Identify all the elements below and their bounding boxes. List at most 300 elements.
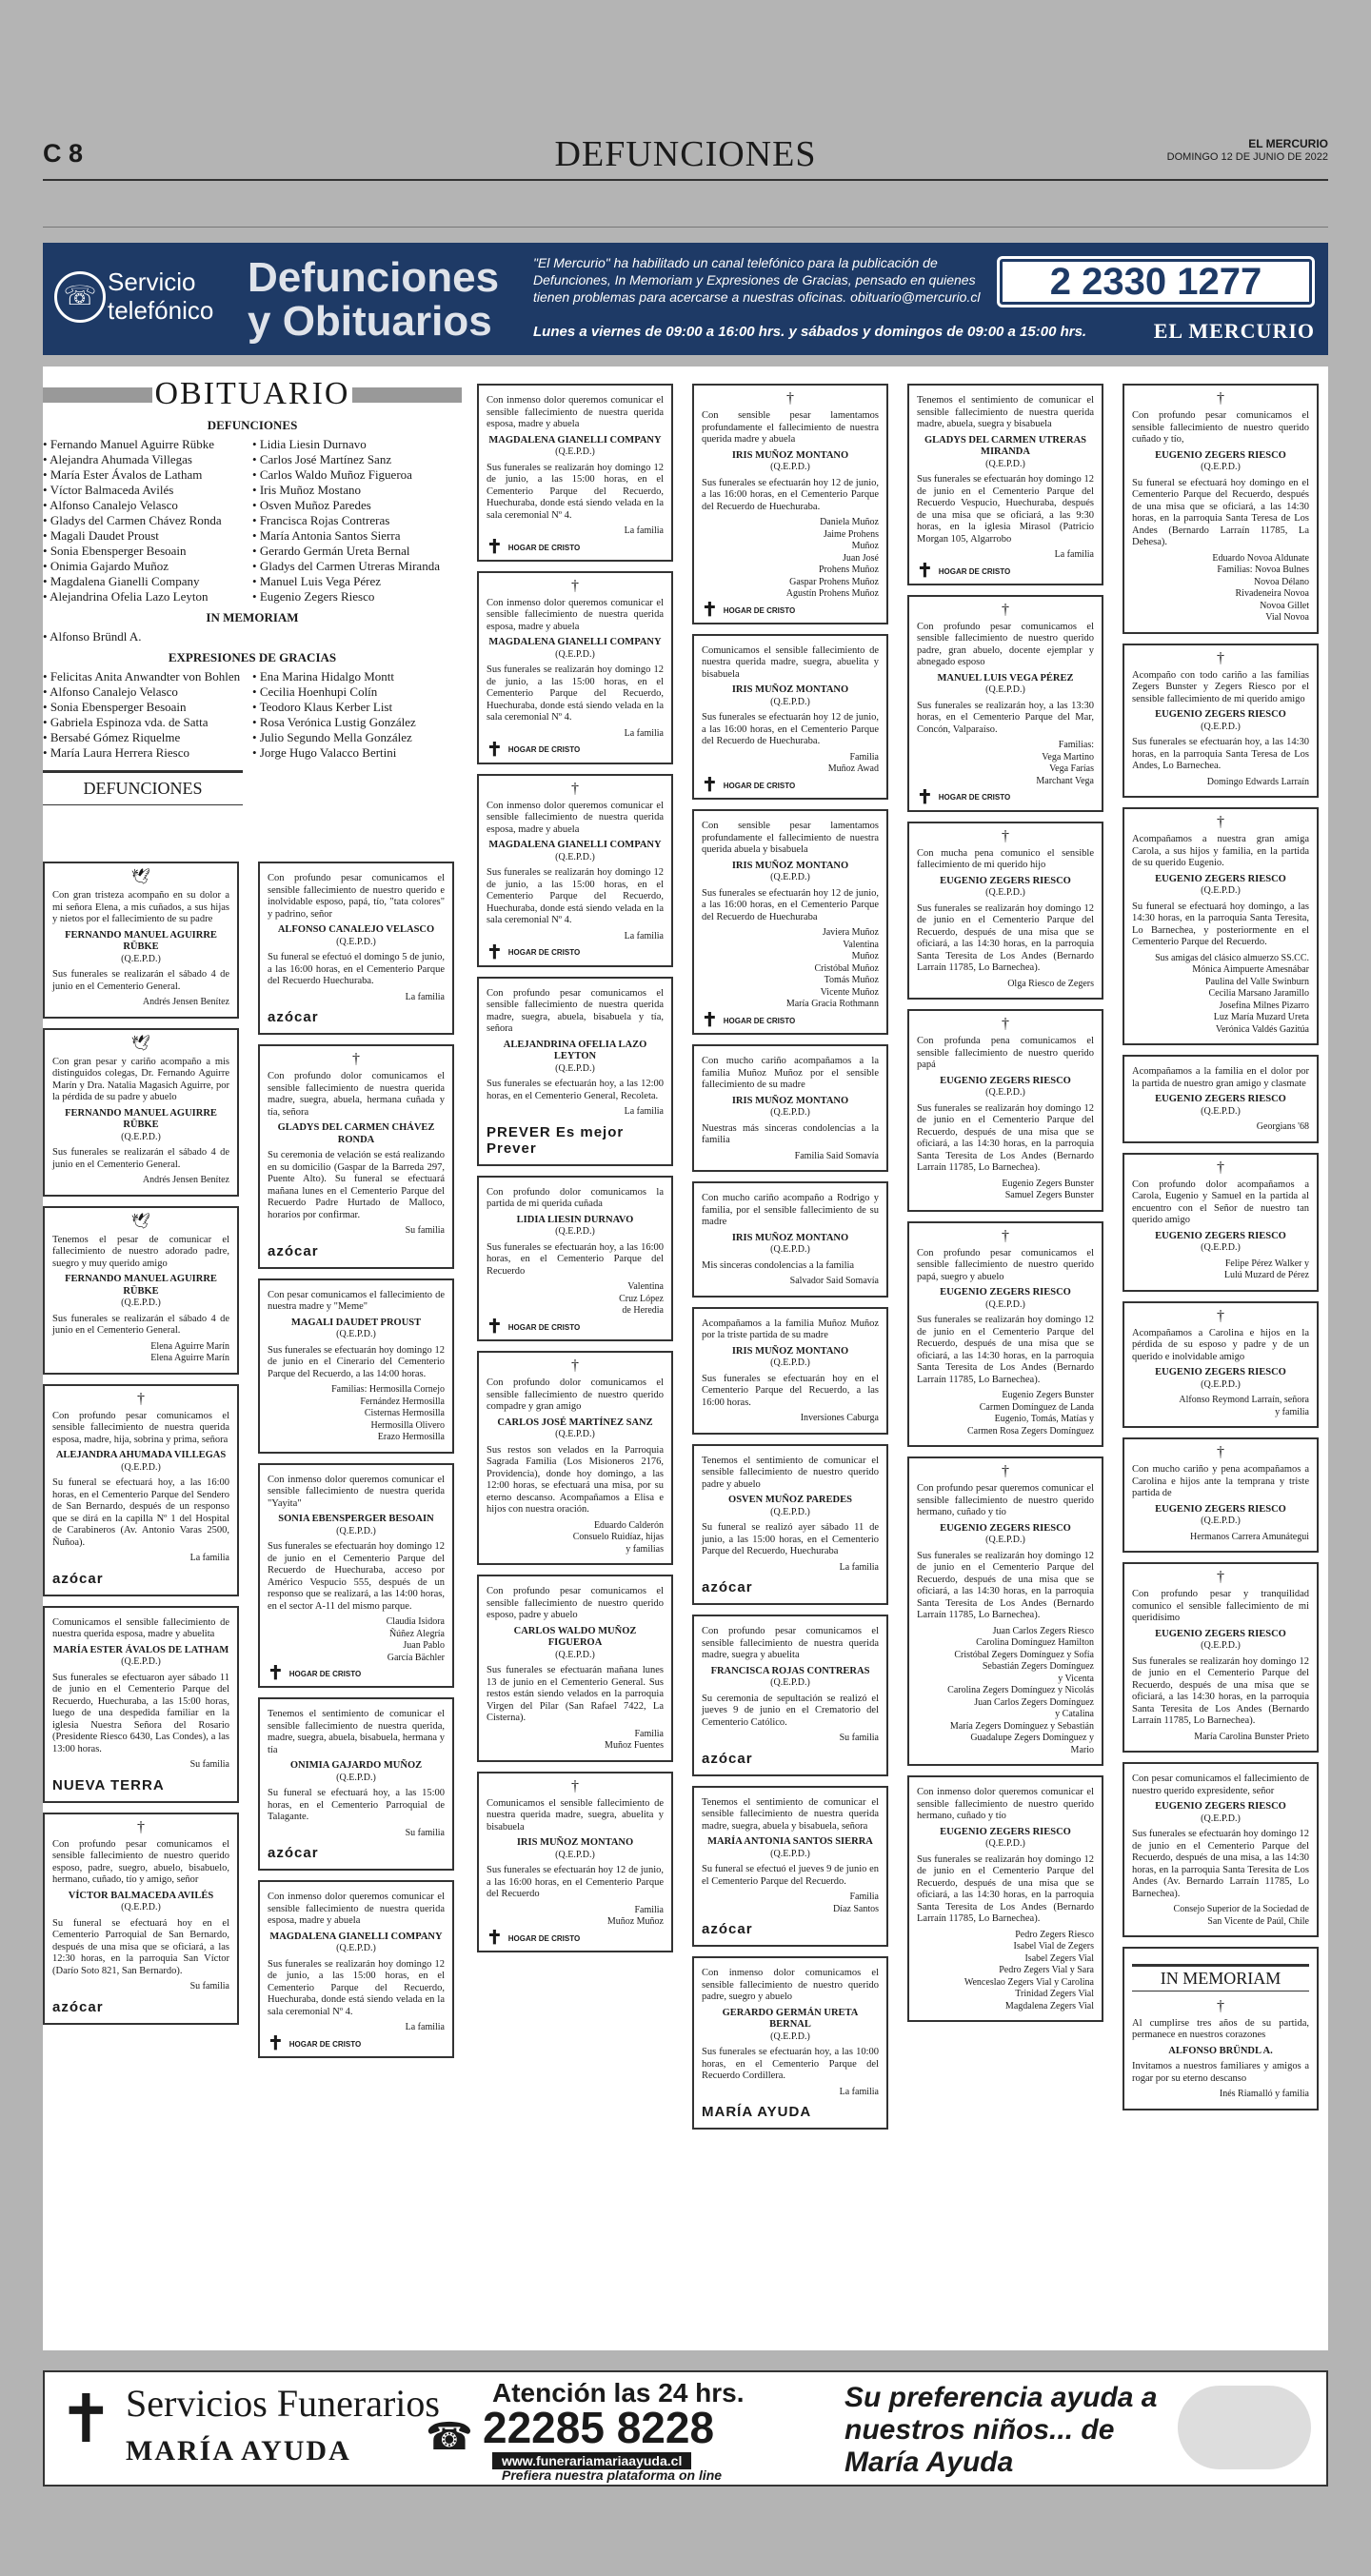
- qepd-label: (Q.E.P.D.): [770, 1506, 810, 1517]
- death-notice: [43, 862, 239, 1019]
- notice-intro: Con inmenso dolor queremos comunicar el sensible fallecimiento de nuestra querida esposa, madre y abuela: [268, 1892, 445, 1927]
- notice-intro: Con profundo pesar comunicamos el sensible fallecimiento de nuestra querida madre, suegra y abuelita: [702, 1626, 879, 1661]
- deceased-name: FERNANDO MANUEL AGUIRRE RÜBKE: [65, 929, 217, 952]
- qepd-label: (Q.E.P.D.): [1201, 1378, 1241, 1390]
- dove-icon: 🕊: [130, 1213, 151, 1230]
- notice-body: Sus funerales se realizarán el sábado 4 de junio en el Cementerio General.: [52, 1147, 229, 1170]
- index-name: • Gladys del Carmen Chávez Ronda: [43, 513, 252, 528]
- qepd-label: (Q.E.P.D.): [336, 1943, 376, 1954]
- cross-icon: †: [571, 780, 579, 797]
- notice-intro: Tenemos el sentimiento de comunicar el sensible fallecimiento de nuestra querida madre, suegra, abuela y bisabuela, señora: [702, 1796, 879, 1832]
- notice-intro: Con profunda pena comunicamos el sensible fallecimiento de nuestro querido papá: [917, 1036, 1094, 1071]
- notice-intro: Con inmenso dolor queremos comunicar el sensible fallecimiento de nuestra querida esposa, madre y abuela: [487, 597, 664, 632]
- qepd-label: (Q.E.P.D.): [770, 462, 810, 472]
- cross-icon: †: [1217, 1307, 1224, 1324]
- notice-signature: La familia: [624, 1106, 664, 1118]
- notice-signature: Su familia: [405, 1225, 445, 1236]
- notice-body: Sus funerales se efectuarán hoy, a las 14:30 horas, en la parroquia Santa Teresa de Los Andes, Lo Barnechea.: [1132, 737, 1309, 771]
- qepd-label: (Q.E.P.D.): [1201, 462, 1241, 472]
- notice-body: Sus funerales se efectuarán hoy domingo 12 de junio en el Cinerario del Cementerio Parque del Recuerdo, a las 14:00 horas.: [268, 1344, 445, 1379]
- index-defunciones-right: [252, 437, 462, 604]
- notice-signature: Salvador Said Somavía: [789, 1276, 879, 1287]
- funeral-home-logo: ✝ HOGAR DE CRISTO: [702, 1010, 796, 1032]
- qepd-label: (Q.E.P.D.): [555, 1429, 595, 1440]
- cross-icon: †: [1002, 601, 1009, 618]
- index-name: • Ena Marina Hidalgo Montt: [252, 669, 462, 684]
- qepd-label: (Q.E.P.D.): [985, 684, 1025, 696]
- qepd-label: (Q.E.P.D.): [336, 1772, 376, 1783]
- death-notice: [1123, 1762, 1319, 1937]
- ad-attention: Atención las 24 hrs.: [492, 2378, 745, 2408]
- funeral-home-logo: ✝ HOGAR DE CRISTO: [487, 536, 581, 558]
- banner-brand: EL MERCURIO: [1153, 319, 1315, 343]
- notice-intro: Con profundo pesar y tranquilidad comunico el sensible fallecimiento de mi queridísimo: [1132, 1589, 1309, 1623]
- qepd-label: (Q.E.P.D.): [985, 1535, 1025, 1546]
- death-notice: [258, 1463, 454, 1689]
- memoriam-name: ALFONSO BRÜNDL A.: [1168, 2045, 1273, 2056]
- deceased-name: MANUEL LUIS VEGA PÉREZ: [937, 672, 1074, 684]
- notice-body: Sus funerales se realizarán hoy domingo 12 de junio, a las 15:00 horas, en el Cementerio Parque del Recuerdo, Huechuraba, donde está siendo velada en la sala ceremonial Nº 4.: [487, 867, 664, 926]
- notice-body: Sus funerales se efectuarán hoy, a las 16:00 horas, en el Cementerio Parque del Recuerdo: [487, 1241, 664, 1277]
- hogar-de-cristo-icon: ✝: [702, 599, 718, 621]
- column-4: [692, 384, 888, 2139]
- deceased-name: GLADYS DEL CARMEN CHÁVEZ RONDA: [277, 1122, 435, 1145]
- qepd-label: (Q.E.P.D.): [555, 1062, 595, 1074]
- qepd-label: (Q.E.P.D.): [985, 1087, 1025, 1099]
- index-name: • Alfonso Canalejo Velasco: [43, 498, 252, 513]
- qepd-label: (Q.E.P.D.): [336, 1329, 376, 1339]
- hogar-de-cristo-icon: ✝: [702, 1010, 718, 1032]
- index-name: • Manuel Luis Vega Pérez: [252, 574, 462, 589]
- funeral-home-logo: azócar: [52, 1998, 104, 2015]
- deceased-name: EUGENIO ZEGERS RIESCO: [940, 1826, 1071, 1837]
- funeral-home-logo: ✝ HOGAR DE CRISTO: [487, 739, 581, 761]
- death-notice: [907, 595, 1103, 812]
- deceased-name: GERARDO GERMÁN URETA BERNAL: [722, 2007, 859, 2031]
- index-name: • Iris Muñoz Mostano: [252, 483, 462, 498]
- notice-body: Sus funerales se efectuarán hoy domingo 12 de junio en el Cementerio Parque del Recuerdo, después de una misa, a las 14:30 horas, en la parroquia Santa Teresita de Los Andes (Av. Bernardo Larraín 11785, Lo Barnechea).: [1132, 1829, 1309, 1899]
- notice-intro: Con inmenso dolor queremos comunicar el sensible fallecimiento de nuestra querida esposa, madre y abuela: [487, 800, 664, 835]
- notice-body: Su funeral se efectuó el domingo 5 de junio, a las 16:00 horas, en el Cementerio Parque del Recuerdo Huechuraba.: [268, 952, 445, 986]
- deceased-name: EUGENIO ZEGERS RIESCO: [1155, 873, 1286, 884]
- cross-icon: †: [1217, 649, 1224, 666]
- hogar-de-cristo-icon: ✝: [487, 1317, 503, 1338]
- death-notice: [43, 1384, 239, 1596]
- notice-signature: Daniela Muñoz Jaime Prohens Muñoz Juan José Prohens Muñoz Gaspar Prohens Muñoz Agustín Prohens Muñoz: [785, 517, 879, 599]
- index-name: • Fernando Manuel Aguirre Rübke: [43, 437, 252, 452]
- index-name: • Gerardo Germán Ureta Bernal: [252, 544, 462, 559]
- death-notice: [1123, 644, 1319, 799]
- index-name: • Gladys del Carmen Utreras Miranda: [252, 559, 462, 574]
- notice-intro: Con profundo pesar comunicamos el sensible fallecimiento de nuestro querido cuñado y tío,: [1132, 410, 1309, 445]
- notice-intro: Con inmenso dolor queremos comunicar el sensible fallecimiento de nuestro querido hermano, cuñado y tío: [917, 1787, 1094, 1822]
- deceased-name: EUGENIO ZEGERS RIESCO: [1155, 1094, 1286, 1104]
- paper-name: EL MERCURIO: [1248, 137, 1328, 150]
- in-memoriam-header: IN MEMORIAM: [1132, 1964, 1309, 1991]
- qepd-label: (Q.E.P.D.): [121, 1131, 161, 1142]
- index-gracias-right: [252, 669, 462, 761]
- notice-signature: La familia: [839, 1561, 879, 1573]
- deceased-name: ALFONSO CANALEJO VELASCO: [277, 924, 435, 935]
- notice-body: Su ceremonia de velación se está realizando en su domicilio (Gaspar de la Barreda 297, Puente Alto). Su funeral se efectuará mañana lunes en el Cementerio Parque del Recuerdo Padre Hurtado de Malloco, horarios por confirmar.: [268, 1150, 445, 1220]
- death-notice: [477, 977, 673, 1166]
- notice-body: Sus funerales se efectuarán mañana lunes 13 de junio en el Cementerio General. Sus restos están siendo velados en la parroquia Virgen del Pilar (San Rafael 7422, La Cisterna).: [487, 1665, 664, 1724]
- index-name: • Carlos José Martínez Sanz: [252, 452, 462, 467]
- funeral-home-logo: azócar: [702, 1750, 753, 1767]
- hogar-de-cristo-icon: ✝: [487, 941, 503, 963]
- funeral-home-logo: ✝ HOGAR DE CRISTO: [917, 560, 1011, 582]
- notice-signature: Consejo Superior de la Sociedad de San Vicente de Paúl, Chile: [1173, 1904, 1309, 1927]
- funeral-home-logo: ✝ HOGAR DE CRISTO: [487, 1317, 581, 1338]
- cross-icon: †: [1002, 1016, 1009, 1033]
- qepd-label: (Q.E.P.D.): [1201, 885, 1241, 896]
- ad-ayuda: Su preferencia ayuda a nuestros niños... de María Ayuda: [844, 2382, 1158, 2478]
- column-2: [258, 862, 454, 2068]
- deceased-name: IRIS MUÑOZ MONTANO: [731, 449, 849, 461]
- cross-icon: †: [1217, 1159, 1224, 1176]
- notice-intro: Con profundo dolor comunicamos el sensible fallecimiento de nuestro querido compadre y gran amigo: [487, 1377, 664, 1413]
- notice-intro: Con inmenso dolor queremos comunicar el sensible fallecimiento de nuestra querida "Yayita": [268, 1474, 445, 1509]
- notice-body: Sus funerales se realizarán hoy domingo 12 de junio en el Cementerio Parque del Recuerdo, después de una misa que se oficiará, a las 14:30 horas, en la parroquia Santa Teresita de Los Andes (Bernardo Larraín 11785, Lo Barnechea).: [917, 902, 1094, 974]
- notice-signature: Familia Muñoz Muñoz: [606, 1904, 664, 1928]
- notice-intro: Tenemos el pesar de comunicar el fallecimiento de nuestro adorado padre, suegro y muy querido amigo: [52, 1234, 229, 1269]
- qepd-label: (Q.E.P.D.): [1201, 1242, 1241, 1253]
- notice-body: Sus restos son velados en la Parroquia Sagrada Familia (Los Misioneros 2176, Providencia), donde hoy domingo, a las 12:00 horas, se efectuará una misa, por su eterno descanso. Acompañamos a Elisa e hijos con nuestra oración.: [487, 1444, 664, 1516]
- index-gracias: [43, 669, 462, 761]
- funeral-home-logo: ✝ HOGAR DE CRISTO: [917, 786, 1011, 808]
- notice-signature: Domingo Edwards Larraín: [1206, 776, 1309, 787]
- notice-signature: Eugenio Zegers Bunster Samuel Zegers Bunster: [1002, 1178, 1094, 1201]
- notice-signature: La familia: [1054, 549, 1094, 560]
- deceased-name: MAGDALENA GIANELLI COMPANY: [488, 434, 662, 446]
- qepd-label: (Q.E.P.D.): [121, 1656, 161, 1667]
- notice-signature: Pedro Zegers Riesco Isabel Vial de Zegers Isabel Zegers Vial Pedro Zegers Vial y Sara Wenceslao Zegers Vial y Carolina Trinidad Zegers Vial Magdalena Zegers Vial: [964, 1929, 1094, 2011]
- cross-icon: †: [1002, 1227, 1009, 1244]
- cross-icon: †: [571, 1777, 579, 1794]
- notice-signature: La familia: [189, 1553, 229, 1563]
- index-name: • Magdalena Gianelli Company: [43, 574, 252, 589]
- column-3: [477, 384, 673, 1962]
- index-memoriam-list: [43, 629, 252, 644]
- issue-date: DOMINGO 12 DE JUNIO DE 2022: [1166, 151, 1328, 163]
- funeral-home-logo: ✝ HOGAR DE CRISTO: [702, 599, 796, 621]
- deceased-name: EUGENIO ZEGERS RIESCO: [940, 1287, 1071, 1298]
- death-notice: [907, 822, 1103, 1001]
- notice-intro: Comunicamos el sensible fallecimiento de nuestra querida madre, suegra, abuelita y bisabuela: [702, 644, 879, 680]
- notice-intro: Con pesar comunicamos el fallecimiento de nuestro querido expresidente, señor: [1132, 1773, 1309, 1796]
- funeral-home-logo: MARÍA AYUDA: [702, 2104, 812, 2121]
- death-notice: [43, 1606, 239, 1803]
- cross-icon: †: [137, 1390, 145, 1407]
- hogar-de-cristo-icon: ✝: [487, 536, 503, 558]
- notice-signature: Inversiones Caburga: [800, 1413, 879, 1424]
- death-notice: [692, 1307, 888, 1435]
- death-notice: [43, 1206, 239, 1375]
- notice-signature: La familia: [405, 2022, 445, 2033]
- column-5: [907, 384, 1103, 2031]
- index-name: • Osven Muñoz Paredes: [252, 498, 462, 513]
- cross-icon: †: [786, 390, 794, 406]
- deceased-name: LIDIA LIESIN DURNAVO: [516, 1214, 634, 1225]
- death-notice: [477, 384, 673, 562]
- index-name: • María Antonia Santos Sierra: [252, 528, 462, 544]
- qepd-label: (Q.E.P.D.): [121, 1902, 161, 1912]
- death-notice: [258, 1044, 454, 1269]
- obituary-title: OBITUARIO: [43, 376, 462, 412]
- notice-intro: Con profundo dolor comunicamos la partida de mi querida cuñada: [487, 1186, 664, 1210]
- death-notice: [907, 1456, 1103, 1766]
- notice-body: Sus funerales se realizarán hoy domingo 12 de junio en el Cementerio Parque del Recuerdo, después de una misa que se oficiará, a las 14:30 horas, en la parroquia Santa Teresita de Los Andes (Bernardo Larraín 11785, Lo Barnechea).: [917, 1315, 1094, 1385]
- death-notice: [907, 1221, 1103, 1448]
- notice-body: Sus funerales se efectuarán hoy domingo 12 de junio en el Cementerio Parque del Recuerdo Vespucio, Huechuraba, después de una misa que se oficiará, a las 9:30 horas, en la iglesia Mirasol (Patricio Morgan 105, Algarrobo: [917, 474, 1094, 545]
- death-notice: [258, 862, 454, 1035]
- index-name: • Francisca Rojas Contreras: [252, 513, 462, 528]
- qepd-label: (Q.E.P.D.): [555, 648, 595, 660]
- deceased-name: MAGDALENA GIANELLI COMPANY: [269, 1931, 443, 1942]
- notice-signature: Juan Carlos Zegers Riesco Carolina Domínguez Hamilton Cristóbal Zegers Domínguez y Sofía Sebastián Zegers Domínguez y Vicenta Carolina Zegers Domínguez y Nicolás Juan Carlos Zegers Domínguez y Catalina María Zegers Domínguez y Sebastián Guadalupe Zegers Domínguez y Mario: [947, 1625, 1094, 1755]
- phone-icon: ☏: [54, 271, 106, 323]
- qepd-label: (Q.E.P.D.): [985, 887, 1025, 899]
- page-header: [43, 133, 1328, 181]
- cross-icon: ✝: [58, 2384, 114, 2457]
- index-defunciones: [43, 437, 462, 604]
- death-notice: [692, 809, 888, 1035]
- death-notice: [692, 1044, 888, 1172]
- cross-icon: †: [137, 1818, 145, 1835]
- notice-intro: Con mucho cariño acompañamos a la familia Muñoz Muñoz por el sensible fallecimiento de su madre: [702, 1056, 879, 1091]
- index-name: • Rosa Verónica Lustig González: [252, 715, 462, 730]
- death-notice: [43, 1028, 239, 1197]
- deceased-name: FERNANDO MANUEL AGUIRRE RÜBKE: [65, 1274, 217, 1297]
- dove-icon: 🕊: [130, 1035, 151, 1052]
- notice-intro: Acompañamos a nuestra gran amiga Carola, a sus hijos y familia, en la partida de su querido Eugenio.: [1132, 834, 1309, 868]
- notice-intro: Acompañamos a Carolina e hijos en la pérdida de su esposo y padre y de un querido e inolvidable amigo: [1132, 1327, 1309, 1362]
- death-notice: [692, 1444, 888, 1606]
- notice-body: Sus funerales se efectuarán hoy 12 de junio, a las 16:00 horas, en el Cementerio Parque del Recuerdo de Huechuraba: [702, 887, 879, 922]
- funeral-home-logo: azócar: [268, 1845, 319, 1862]
- qepd-label: (Q.E.P.D.): [1201, 1516, 1241, 1526]
- notice-intro: Con profundo pesar comunicamos el sensible fallecimiento de nuestra querida esposa, madre, hija, sobrina y prima, señora: [52, 1410, 229, 1445]
- notice-body: Su ceremonia de sepultación se realizó el jueves 9 de junio en el Crematorio del Cementerio Católico.: [702, 1693, 879, 1728]
- hogar-de-cristo-icon: ✝: [268, 2033, 284, 2055]
- notice-body: Su funeral se efectuará hoy domingo en el Cementerio Parque del Recuerdo, después de una misa que se oficiará, a las 14:30 horas, en la parroquia Santa Teresa de Los Andes (Bernardo Larraín 11785, La Dehesa).: [1132, 477, 1309, 547]
- notice-intro: Con gran pesar y cariño acompaño a mis distinguidos colegas, Dr. Fernando Aguirre Marín y Dra. Natalia Magasich Aguirre, por la pérdida de su padre y abuelo: [52, 1056, 229, 1102]
- deceased-name: EUGENIO ZEGERS RIESCO: [1155, 449, 1286, 461]
- notice-signature: Su familia: [839, 1733, 879, 1744]
- qepd-label: (Q.E.P.D.): [770, 2031, 810, 2042]
- ad-line1: Servicios Funerarios: [126, 2382, 440, 2425]
- cross-icon: †: [1217, 1444, 1224, 1460]
- cross-icon: †: [1002, 827, 1009, 844]
- notice-body: Su funeral se efectuará hoy en el Cementerio Parroquial de San Bernardo, después de una misa que se oficiará, a las 12:30 horas, en la parroquia San Víctor (Darío Soto 821, San Bernardo).: [52, 1917, 229, 1976]
- qepd-label: (Q.E.P.D.): [555, 446, 595, 457]
- death-notice: [477, 1772, 673, 1952]
- deceased-name: MAGDALENA GIANELLI COMPANY: [488, 637, 662, 648]
- funeral-home-logo: azócar: [702, 1921, 753, 1938]
- notice-intro: Con mucho cariño acompaño a Rodrigo y familia, por el sensible fallecimiento de su madre: [702, 1193, 879, 1228]
- cross-icon: †: [1217, 390, 1224, 406]
- deceased-name: EUGENIO ZEGERS RIESCO: [1155, 1628, 1286, 1639]
- cross-icon: †: [1002, 1463, 1009, 1480]
- death-notice: [477, 1176, 673, 1341]
- notice-body: Su funeral se efectuará hoy, a las 15:00 horas, en el Cementerio Parroquial de Talagante.: [268, 1788, 445, 1823]
- notice-signature: Elena Aguirre Marín Elena Aguirre Marín: [150, 1340, 229, 1363]
- qepd-label: (Q.E.P.D.): [985, 1838, 1025, 1850]
- index-name: • Eugenio Zegers Riesco: [252, 589, 462, 604]
- cross-icon: †: [571, 1357, 579, 1375]
- notice-signature: La familia: [839, 2086, 879, 2097]
- notice-intro: Tenemos el sentimiento de comunicar el sensible fallecimiento de nuestra querida madre, abuela, suegra y bisabuela: [917, 395, 1094, 429]
- qepd-label: (Q.E.P.D.): [985, 458, 1025, 469]
- funeral-home-logo: ✝ HOGAR DE CRISTO: [268, 1663, 362, 1685]
- notice-signature: Olga Riesco de Zegers: [1007, 978, 1094, 989]
- notice-intro: Acompañamos a la familia Muñoz Muñoz por la triste partida de su madre: [702, 1318, 879, 1341]
- index-name: • Lidia Liesin Durnavo: [252, 437, 462, 452]
- column-6: [1123, 384, 1319, 2120]
- death-notice: [477, 774, 673, 967]
- deceased-name: EUGENIO ZEGERS RIESCO: [1155, 1503, 1286, 1515]
- deceased-name: EUGENIO ZEGERS RIESCO: [940, 1075, 1071, 1086]
- notice-intro: Tenemos el sentimiento de comunicar el sensible fallecimiento de nuestro querido padre y abuelo: [702, 1455, 879, 1490]
- death-notice: [907, 1775, 1103, 2022]
- notice-signature: Alfonso Reymond Larraín, señora y familia: [1179, 1395, 1309, 1417]
- qepd-label: (Q.E.P.D.): [770, 1244, 810, 1256]
- death-notice: [1123, 1437, 1319, 1553]
- notice-signature: María Carolina Bunster Prieto: [1194, 1731, 1309, 1742]
- deceased-name: IRIS MUÑOZ MONTANO: [731, 1232, 849, 1243]
- qepd-label: (Q.E.P.D.): [1201, 1640, 1241, 1651]
- death-notice: [43, 1813, 239, 2025]
- in-memoriam-notice: [1123, 1947, 1319, 2110]
- funeral-home-logo: azócar: [268, 1009, 319, 1025]
- notice-body: Sus funerales se realizarán hoy, a las 13:30 horas, en el Cementerio Parque del Mar, Concón, Valparaíso.: [917, 700, 1094, 735]
- death-notice: [692, 1615, 888, 1776]
- hogar-de-cristo-icon: ✝: [702, 775, 718, 797]
- notice-intro: Con inmenso dolor comunicamos el sensible fallecimiento de nuestro querido padre, suegro y abuelo: [702, 1968, 879, 2003]
- qepd-label: (Q.E.P.D.): [770, 1677, 810, 1689]
- qepd-label: (Q.E.P.D.): [555, 851, 595, 862]
- death-notice: [692, 634, 888, 800]
- qepd-label: (Q.E.P.D.): [555, 1849, 595, 1860]
- notice-signature: Familia Said Somavía: [794, 1150, 879, 1161]
- column-1: [43, 862, 239, 2034]
- hogar-de-cristo-icon: ✝: [917, 786, 933, 808]
- notice-intro: Con profundo pesar comunicamos el sensible fallecimiento de nuestro querido e inolvidable esposo, papá, tío, "tata colores" y padrino, señor: [268, 873, 445, 920]
- index-defunciones-left: [43, 437, 252, 604]
- qepd-label: (Q.E.P.D.): [555, 1649, 595, 1660]
- index-name: • Julio Segundo Mella González: [252, 730, 462, 745]
- deceased-name: EUGENIO ZEGERS RIESCO: [1155, 709, 1286, 720]
- qepd-label: (Q.E.P.D.): [770, 696, 810, 707]
- notice-body: Sus funerales se efectuarán hoy 12 de junio, a las 16:00 horas, en el Cementerio Parque del Recuerdo: [487, 1865, 664, 1900]
- ad-prefer: Prefiera nuestra plataforma on line: [502, 2467, 723, 2483]
- index-name: • Jorge Hugo Valacco Bertini: [252, 745, 462, 761]
- deceased-name: EUGENIO ZEGERS RIESCO: [1155, 1367, 1286, 1377]
- deceased-name: MARÍA ANTONIA SANTOS SIERRA: [707, 1836, 873, 1848]
- deceased-name: SONIA EBENSPERGER BESOAIN: [278, 1514, 434, 1524]
- index-name: • Gabriela Espinoza vda. de Satta: [43, 715, 252, 730]
- deceased-name: MAGALI DAUDET PROUST: [290, 1317, 422, 1328]
- banner-title-line2: y Obituarios: [248, 298, 492, 345]
- index-name: • Felicitas Anita Anwandter von Bohlen: [43, 669, 252, 684]
- deceased-name: IRIS MUÑOZ MONTANO: [516, 1837, 634, 1849]
- index-memoriam-label: IN MEMORIAM: [206, 610, 299, 624]
- index-name: • Carlos Waldo Muñoz Figueroa: [252, 467, 462, 483]
- index-name: • Onimia Gajardo Muñoz: [43, 559, 252, 574]
- deceased-name: CARLOS JOSÉ MARTÍNEZ SANZ: [497, 1417, 653, 1428]
- notice-intro: Con profundo pesar comunicamos el sensible fallecimiento de nuestro querido esposo, padre, suegro, abuelo, bisabuelo, hermano, cuñado, tío y amigo, señor: [52, 1838, 229, 1885]
- deceased-name: ALEJANDRINA OFELIA LAZO LEYTON: [503, 1039, 647, 1062]
- qepd-label: (Q.E.P.D.): [770, 1848, 810, 1859]
- funeral-home-logo: NUEVA TERRA: [52, 1776, 165, 1793]
- notice-signature: Familia Díaz Santos: [832, 1892, 879, 1914]
- masthead: [1167, 137, 1328, 164]
- deceased-name: MAGDALENA GIANELLI COMPANY: [488, 840, 662, 851]
- notice-signature: Javiera Muñoz Valentina Muñoz Cristóbal Muñoz Tomás Muñoz Vicente Muñoz María Gracia Rothmann: [785, 927, 879, 1010]
- qepd-label: (Q.E.P.D.): [770, 1107, 810, 1119]
- index-memoriam: [43, 629, 462, 644]
- death-notice: [907, 1009, 1103, 1212]
- notice-body: Sus funerales se realizarán el sábado 4 de junio en el Cementerio General.: [52, 1313, 229, 1336]
- death-notice: [258, 1278, 454, 1454]
- funeral-services-ad: [43, 2370, 1328, 2487]
- notice-signature: La familia: [624, 727, 664, 739]
- qepd-label: (Q.E.P.D.): [555, 1226, 595, 1238]
- funeral-home-logo: ✝ HOGAR DE CRISTO: [702, 775, 796, 797]
- deceased-name: IRIS MUÑOZ MONTANO: [731, 1095, 849, 1106]
- notice-body: Sus funerales se realizarán el sábado 4 de junio en el Cementerio General.: [52, 969, 229, 992]
- index-gracias-label: EXPRESIONES DE GRACIAS: [168, 650, 337, 664]
- funeral-home-logo: ✝ HOGAR DE CRISTO: [487, 1927, 581, 1949]
- notice-signature: Eduardo Calderón Consuelo Ruidíaz, hijas y familias: [572, 1519, 664, 1555]
- deceased-name: CARLOS WALDO MUÑOZ FIGUEROA: [513, 1625, 637, 1649]
- notice-body: Sus funerales se efectuarán hoy, a las 12:00 horas, en el Cementerio General, Recoleta.: [487, 1079, 664, 1101]
- notice-signature: La familia: [624, 525, 664, 536]
- cross-icon: †: [1217, 1569, 1224, 1585]
- notice-body: Su funeral se efectuará hoy domingo, a las 14:30 horas, en la parroquia Santa Teresita, Lo Barnechea, y posteriormente en el Cementerio Parque del Recuerdo.: [1132, 901, 1309, 947]
- notice-intro: Acompaño con todo cariño a las familias Zegers Bunster y Zegers Riesco por el sensible fallecimiento de mi querido amigo: [1132, 669, 1309, 704]
- qepd-label: (Q.E.P.D.): [770, 872, 810, 883]
- notice-intro: Tenemos el sentimiento de comunicar el sensible fallecimiento de nuestra querida, madre, suegra, abuela, bisabuela, hermana y tía: [268, 1709, 445, 1755]
- death-notice: [907, 384, 1103, 585]
- notice-intro: Con profundo pesar queremos comunicar el sensible fallecimiento de nuestro querido hermano, cuñado y tío: [917, 1483, 1094, 1518]
- deceased-name: EUGENIO ZEGERS RIESCO: [1155, 1801, 1286, 1812]
- dove-icon: 🕊: [130, 869, 151, 885]
- index-name: • Sonia Ebensperger Besoain: [43, 700, 252, 715]
- notice-intro: Con gran tristeza acompaño en su dolor a mi señora Elena, a mis cuñados, a sus hijas y nietos por el fallecimiento de su padre: [52, 890, 229, 924]
- notice-intro: Con profundo pesar comunicamos el sensible fallecimiento de nuestro querido papá, suegro y abuelo: [917, 1247, 1094, 1282]
- notice-body: Sus funerales se efectuarán hoy 12 de junio, a las 16:00 horas, en el Cementerio Parque del Recuerdo de Huechuraba.: [702, 477, 879, 512]
- notice-signature: Familia Muñoz Fuentes: [605, 1728, 664, 1752]
- banner-info: "El Mercurio" ha habilitado un canal telefónico para la publicación de Defunciones, In Memoriam y Expresiones de Gracias, pensado en quienes tienen problemas para acercarse a nuestras oficinas. obituario@mercurio.cl: [533, 255, 981, 305]
- qepd-label: (Q.E.P.D.): [336, 936, 376, 947]
- notice-intro: Con mucho cariño y pena acompañamos a Carolina e hijos ante la temprana y triste partida de: [1132, 1464, 1309, 1498]
- qepd-label: (Q.E.P.D.): [121, 1461, 161, 1473]
- notice-body: Nuestras más sinceras condolencias a la familia: [702, 1122, 879, 1146]
- hogar-de-cristo-icon: ✝: [917, 560, 933, 582]
- death-notice: [692, 1181, 888, 1298]
- notice-body: Su funeral se efectuó el jueves 9 de junio en el Cementerio Parque del Recuerdo.: [702, 1864, 879, 1887]
- qepd-label: (Q.E.P.D.): [336, 1525, 376, 1536]
- notice-signature: Su familia: [189, 1981, 229, 1991]
- notice-signature: Andrés Jensen Benítez: [142, 997, 229, 1007]
- cross-icon: †: [1217, 814, 1224, 830]
- qepd-label: (Q.E.P.D.): [1201, 1105, 1241, 1117]
- funeral-home-logo: PREVER Es mejor Prever: [487, 1123, 625, 1157]
- notice-intro: Acompañamos a la familia en el dolor por la partida de nuestro gran amigo y clasmate: [1132, 1066, 1309, 1089]
- cross-icon: †: [1217, 1997, 1224, 2014]
- notice-signature: Claudia Isidora Ñúñez Alegría Juan Pablo García Bächler: [386, 1616, 445, 1663]
